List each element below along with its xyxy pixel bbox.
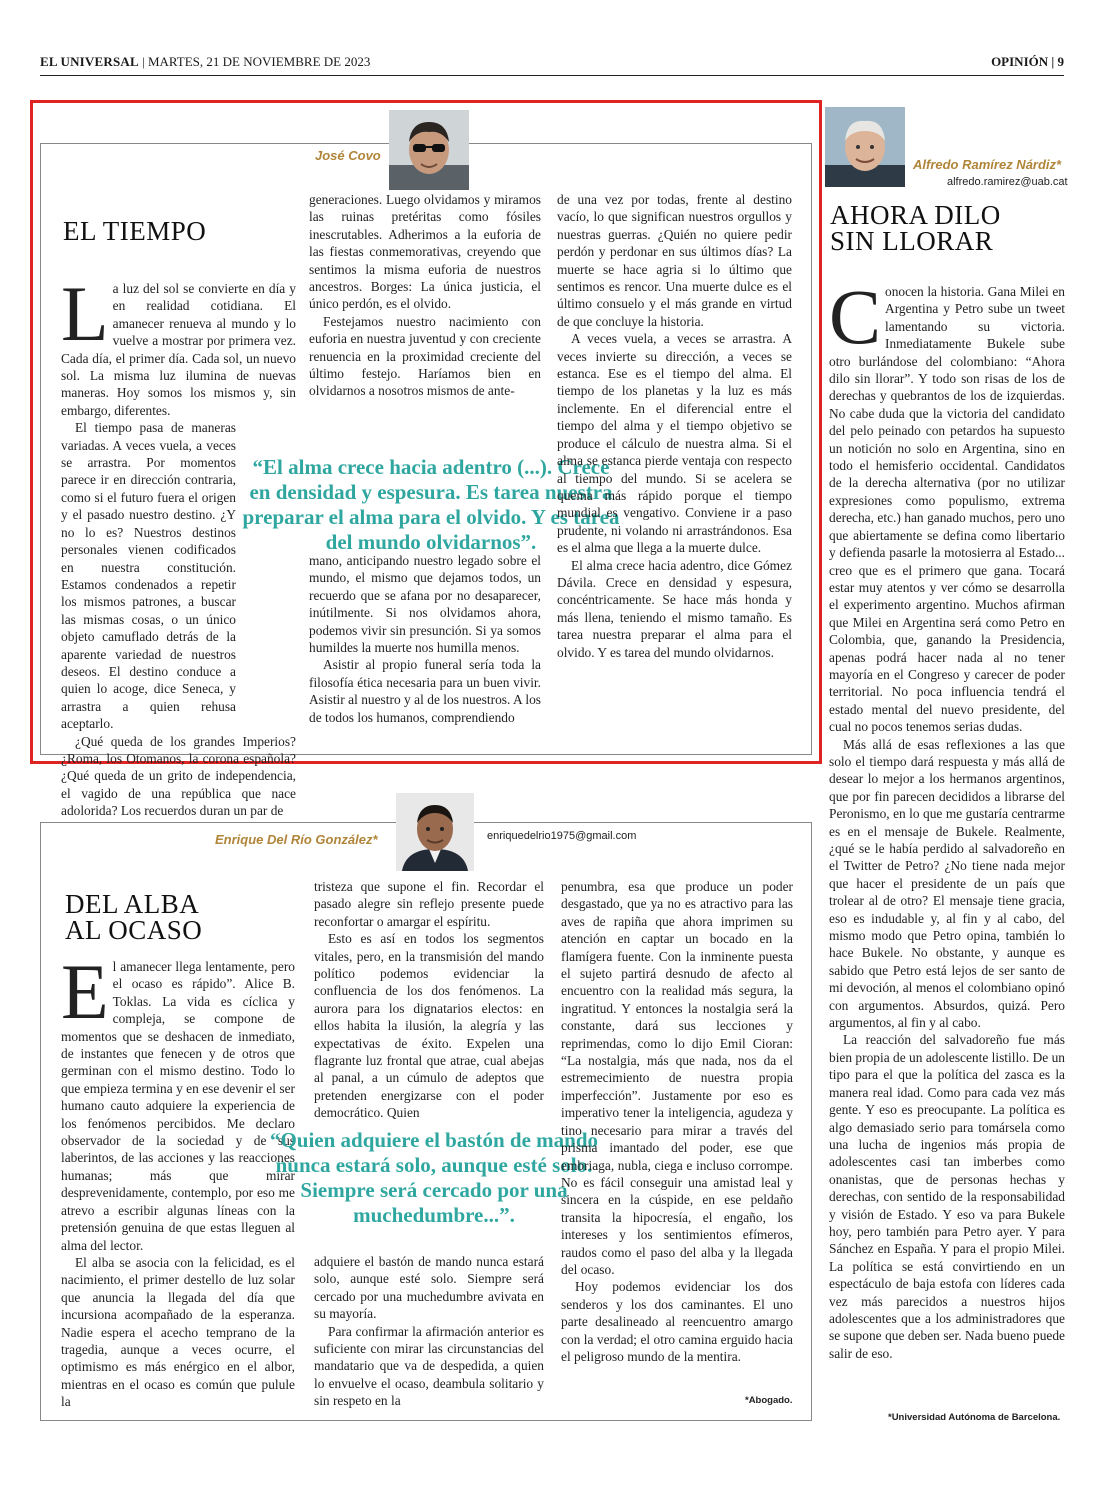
author-name: Alfredo Ramírez Nárdiz* [913, 157, 1062, 172]
title-line-2: SIN LLORAR [830, 226, 994, 256]
article-column-2-top [309, 191, 541, 406]
pull-quote: “El alma crece hacia adentro (...). Crece en densidad y espesura. Es tarea nuestra preparar el alma para el olvido. Y es tarea del mundo olvidarnos”. [242, 455, 620, 554]
author-email: alfredo.ramirez@uab.cat [947, 176, 1068, 188]
paragraph: Para confirmar la afirmación anterior es suficiente con mirar las circunstancias del mandatario que va de despedida, a quien lo envuelve el ocaso, deambula solitario y sin respeto en la [314, 1323, 544, 1409]
title-line-2: AL OCASO [65, 915, 203, 945]
paragraph: onocen la historia. Gana Milei en Argentina y Petro sube un tweet lamentando su victoria. Inmediatamente Bukele sube otro burlándose del colombiano: “Ahora dilo sin llorar”. Y todo son risas de los de derechas y quebrantos de los de izquierdas. No cabe duda que la victoria del candidato del pelo peinado con petardos ha supuesto un notición no solo en Argentina, sino en todo el hemisferio occidental. Candidatos de la derecha alternativa (por no utilizar expresiones como populismo, extrema derecha, etc.) han ganado muchos, pero uno que abiertamente se defina como libertario y defienda pasarle la motosierra al Estado... creo que es el primero que gana. Tocará estar muy atentos y ver cómo se desarrolla el experimento argentino. Muchos afirman que Milei en Argentina será como Petro en Colombia, que, ganando la Presidencia, apenas podrá hacer nada al no tener mayoría en el Congreso y carecer de poder territorial. No poca influencia tendrá el estado mental del nuevo presidente, del cual no pocos tenemos serias dudas. [829, 284, 1065, 735]
article-column-2-bottom [309, 552, 541, 752]
section-name: OPINIÓN [991, 54, 1049, 69]
paragraph: Esto es así en todos los segmentos vitales, pero, en la transmisión del mando político podemos evidenciar la confluencia de los dos fenómenos. La aurora para los dignatarios electos: en ellos habita la ilusión, la alegría y las expectativas de éxito. Expelen una flagrante luz frontal que atrae, cual abejas al panal, a un cúmulo de adeptos que pretenden energizarse con el poder democrático. Quien [314, 931, 544, 1121]
paragraph: l amanecer llega lentamente, pero el ocaso es rápido”. Alice B. Toklas. La vida es cíclica y compleja, se compone de momentos que se deshacen de inmediato, de instantes que fenecen y de otros que germinan con el mismo destino. Todo lo que empieza termina y en ese devenir el ser humano cauto adquiere la experiencia de los fenómenos percibidos. Me declaro observador de la sociedad y de sus laberintos, de las acciones y las reacciones humanas; más que mirar desprevenidamente, contemplo, por eso me atrevo a escribir algunas líneas con la pretensión genuina de que estas lleguen al alma del lector. [61, 959, 295, 1253]
article-column-3 [557, 191, 792, 711]
paragraph: tristeza que supone el fin. Recordar el pasado alegre sin reflejo presente puede reconfortar o amargar el espíritu. [314, 879, 544, 929]
drop-cap: L [61, 270, 109, 357]
footnote: *Universidad Autónoma de Barcelona. [888, 1412, 1061, 1423]
article-title [830, 202, 1001, 254]
paragraph: Hoy podemos evidenciar los dos senderos y los dos caminantes. El uno parte desalineado al reencuentro amargo con la verdad; el otro camina erguido hacia el peligroso mundo de la mentira. [561, 1279, 793, 1364]
author-name: José Covo [315, 148, 381, 163]
masthead-left [40, 54, 370, 70]
author-photo-alfredo [825, 107, 905, 187]
paragraph: mano, anticipando nuestro legado sobre el mundo, el mismo que dejamos todos, un recuerdo que se afana por no desaparecer, inútilmente. Si nos olvidamos ahora, podemos vivir sin presunción. Si ya somos humildes la muerte nos humilla menos. [309, 553, 541, 656]
masthead [40, 50, 1064, 76]
title-line-1: DEL ALBA [65, 889, 200, 919]
paragraph: ¿Qué queda de los grandes Imperios? ¿Roma, los Otomanos, la corona española? ¿Qué queda de un grito de independencia, el vagido de una república que nace adolorida? Los recuerdos duran un par de [61, 733, 296, 819]
article-el-tiempo [40, 143, 812, 819]
paragraph: adquiere el bastón de mando nunca estará solo, aunque esté solo. Siempre será cercado por una muchedumbre avivata en su mayoría. [314, 1254, 544, 1322]
paragraph: A veces vuela, a veces se arrastra. A veces invierte su dirección, a veces se estanca. Ese es el tiempo del alma. El tiempo de los planetas y la luz es más inclemente. En el diferencial entre el tiempo del alma y el tiempo objetivo se produce el cálculo de nuestra alma. Si el alma se estanca pierde ventaja con respecto al tiempo del mundo. Si se acelera se quema más rápido porque el tiempo mundial es vengativo. Conviene ir a paso prudente, ni volando ni arrastrándonos. Esa es el alma que llega a la muerte dulce. [557, 331, 792, 556]
article-column-2-top [314, 878, 544, 1123]
paragraph: La reacción del salvadoreño fue más bien propia de un adolescente listillo. De un tipo para el que la política del zasca es la manera real idad. Como para cada vez más gente. Y eso es preocupante. La política es algo demasiado serio para tomársela como una lucha de ingenios más propia de adolescentes casi tan imberbes como onanistas, que de personas hechas y derechas, con sentido de la responsabilidad y visión de Estado. Y eso va para Bukele hoy, pero también para Petro ayer. Y para Sánchez en España. Y para el propio Milei. La política se está convirtiendo en un espectáculo de baja estofa con líderes cada vez más parecidos a nuestros hijos adolescentes que a los administradores que se supone que deben ser. Nada bueno puede salir de eso. [829, 1032, 1065, 1361]
title-line-1: AHORA DILO [830, 200, 1001, 230]
paragraph: Más allá de esas reflexiones a las que solo el tiempo dará respuesta y más allá de desear lo mejor a los hermanos argentinos, que por fin parecen decididos a librarse del Peronismo, en lo que me gustaría centrarme es en el mensaje de Bukele. Realmente, ¿qué se le había perdido al salvadoreño en el Twitter de Petro? ¿No tiene nada mejor que hacer el presidente de un país que trolear al de otro? El mensaje tiene gracia, eso es indudable y, al fin y al cabo, del mismo modo que Petro opina, también lo hace Bukele. No obstante, y aunque es sabido que Petro está lejos de ser santo de mi devoción, al menos el colombiano opinó con argumentos. Absurdos, quizá. Pero argumentos, al fin y al cabo. [829, 736, 1065, 1031]
author-email: enriquedelrio1975@gmail.com [487, 830, 637, 842]
footnote: *Abogado. [745, 1395, 793, 1406]
paragraph: penumbra, esa que produce un poder desgastado, que ya no es atractivo para las aves de rapiña que ahora imprimen su atención en captar un bocado en la flamígera fuente. Con la inminente puesta el sujeto partirá desnudo de afecto al encuentro con la realidad más segura, la ingratitud. Y entonces la nostalgia será la constante, dará sus lecciones y reprimendas, como lo dijo Emil Cioran: “La nostalgia, más que nada, nos da el estremecimiento de nuestra propia imperfección”. Justamente por eso es imperativo tener la inteligencia, agudeza y tino necesario para mirar a través del prisma imantado del poder, ese que embriaga, nubla, ciega e incluso corrompe. No es fácil conseguir una amistad leal y sincera en la cúspide, en ese peldaño transita la hipocresía, el engaño, los intereses y los sentimientos efímeros, raudos como el paso del alba y la llegada del ocaso. [561, 879, 793, 1277]
paragraph: Festejamos nuestro nacimiento con euforia en nuestra juventud y con creciente renuencia en la proximidad creciente del último festejo. Haríamos bien en olvidarnos a nosotros mismos de ante- [309, 313, 541, 399]
paragraph: Asistir al propio funeral sería toda la filosofía ética necesaria para un buen vivir. Asistir al nuestro y al de los nuestros. A los de todos los humanos, comprendiendo [309, 657, 541, 725]
article-column-2-bottom [314, 1253, 544, 1413]
issue-date: | MARTES, 21 DE NOVIEMBRE DE 2023 [142, 54, 371, 69]
article-body [829, 273, 1065, 1411]
article-del-alba [40, 822, 812, 1421]
masthead-right [991, 54, 1064, 70]
paragraph: El tiempo pasa de maneras variadas. A veces vuela, a veces se arrastra. Por momentos parece ir en dirección contraria, como si el futuro fuera el origen y el pasado nuestro destino. ¿Y no lo es? Nuestros destinos personales vienen codificados en nuestra constitución. Estamos condenados a repetir los mismos patrones, a buscar las mismas cosas, o un único objeto camuflado detrás de la aparente variedad de nuestros deseos. El destino conduce a quien lo acoge, dice Seneca, y arrastra a quien rehusa aceptarlo. [61, 420, 236, 732]
drop-cap: C [829, 273, 882, 360]
paragraph: generaciones. Luego olvidamos y miramos las ruinas pretéritas como fósiles inescrutables. Adherimos a la euforia de las fiestas conmemorativas, creyendo que sentimos la misma euforia de nuestros ancestros. Borges: La única justicia, el único perdón, es el olvido. [309, 192, 541, 312]
author-name: Enrique Del Río González* [215, 832, 378, 847]
paper-name: EL UNIVERSAL [40, 54, 139, 69]
drop-cap: E [61, 948, 109, 1035]
article-column-3 [561, 878, 793, 1398]
paragraph: El alba se asocia con la felicidad, es el nacimiento, el primer destello de luz solar que anuncia la llegada del día que incursiona acompañado de la esperanza. Nadie espera el acecho temprano de la tragedia, aunque a veces ocurre, el optimismo es más enérgico en el albor, mientras en el ocaso es común que pulule la [61, 1254, 295, 1410]
page-number: | 9 [1051, 54, 1064, 69]
paragraph: a luz del sol se convierte en día y en realidad cotidiana. El amanecer renueva al mundo y lo vuelve a mostrar por primera vez. Cada día, el primer día. Cada sol, un nuevo sol. La misma luz ilumina de nuevas maneras. Hoy somos los mismos y, sin embargo, diferentes. [61, 281, 296, 418]
paragraph: de una vez por todas, frente al destino vacío, lo que significan nuestros orgullos y nuestras guerras. ¿Quién no quiere pedir perdón y perdonar en sus últimos días? La muerte se hace agria si lo último que sentimos es rencor. Una muerte dulce es el último consuelo y el más grande en virtud de que concluye la historia. [557, 192, 792, 329]
author-photo-enrique [396, 793, 474, 871]
article-title [65, 891, 202, 943]
pull-quote: “Quien adquiere el bastón de mando nunca estará solo, aunque esté solo. Siempre será cercado por una muchedumbre...”. [269, 1128, 599, 1227]
article-title: EL TIEMPO [63, 216, 207, 246]
paragraph: El alma crece hacia adentro, dice Gómez Dávila. Crece en densidad y espesura, concéntricamente. Se hace más honda y más llena, teniendo el mismo tamaño. Es tarea nuestra preparar el alma para el olvido. Y es tarea del mundo olvidarnos. [557, 557, 792, 660]
author-photo-jose-covo [389, 110, 469, 190]
